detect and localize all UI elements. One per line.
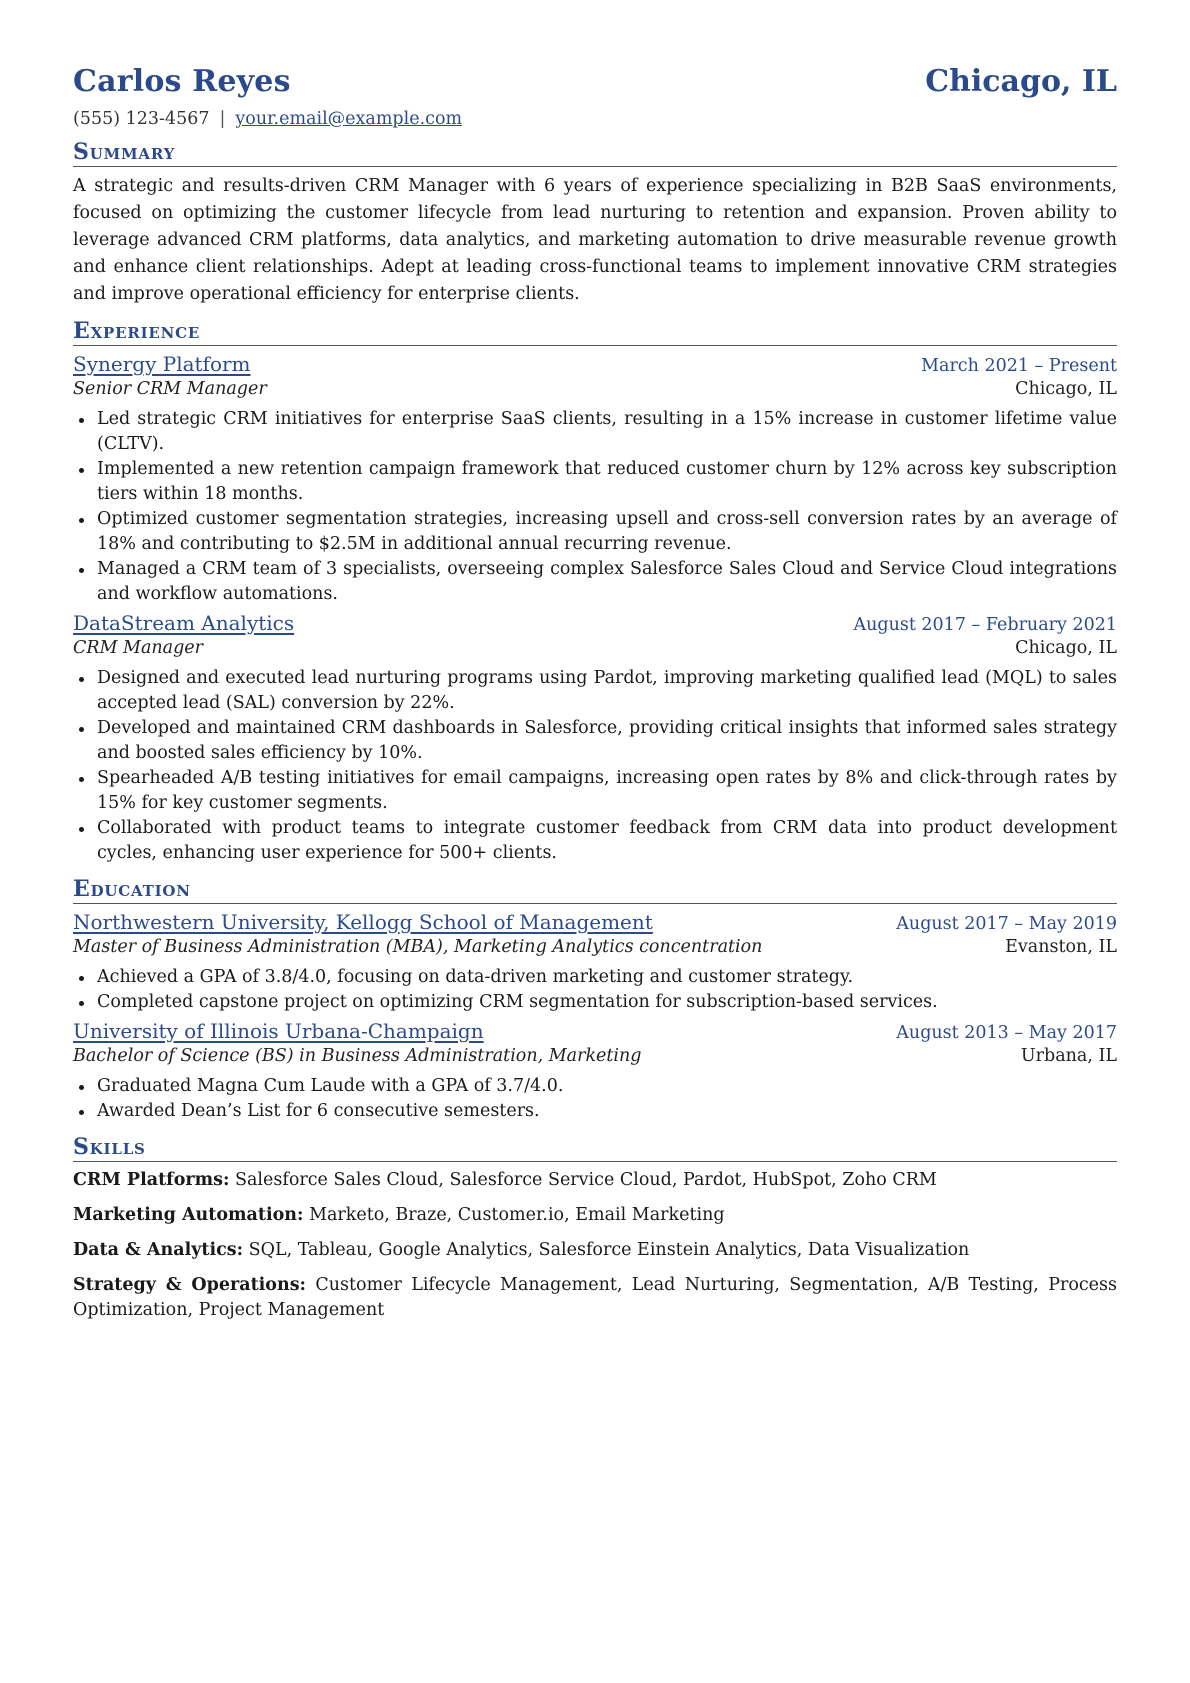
skill-line [73,1273,1117,1323]
company-link[interactable]: Synergy Platform [73,352,251,376]
bullet-item: Graduated Magna Cum Laude with a GPA of 3.7/4.0. [97,1074,1117,1099]
school-dates: August 2017 – May 2019 [896,914,1117,934]
skill-line [73,1238,1117,1263]
candidate-name: Carlos Reyes [73,64,291,99]
phone-number: (555) 123-4567 [73,109,210,129]
contact-separator: | [219,109,226,129]
contact-info [73,109,1117,129]
job-bullets [73,407,1117,607]
skill-value: SQL, Tableau, Google Analytics, Salesforce Einstein Analytics, Data Visualization [248,1240,970,1260]
skill-label: CRM Platforms: [73,1170,230,1190]
summary-section [73,139,1117,308]
summary-text: A strategic and results-driven CRM Manager with 6 years of experience specializing in B2B SaaS environments, focused on optimizing the customer lifecycle from lead nurturing to retention and expansion. Proven ability to leverage advanced CRM platforms, data analytics, and marketing automation to drive measurable revenue growth and enhance client relationships. Adept at leading cross-functional teams to implement innovative CRM strategies and improve operational efficiency for enterprise clients. [73,176,1117,304]
school-link[interactable]: Northwestern University, Kellogg School of Management [73,910,653,934]
bullet-item: Developed and maintained CRM dashboards in Salesforce, providing critical insights that informed sales strategy and boosted sales efficiency by 10%. [97,716,1117,766]
job-dates: August 2017 – February 2021 [853,615,1117,635]
job-location: Chicago, IL [1015,638,1117,658]
section-title-education: Education [73,876,1117,904]
resume-header [73,64,1117,99]
skill-value: Marketo, Braze, Customer.io, Email Marketing [309,1205,725,1225]
bullet-item: Optimized customer segmentation strategies, increasing upsell and cross-sell conversion rates by an average of 18% and contributing to $2.5M in additional annual recurring revenue. [97,507,1117,557]
skill-value: Salesforce Sales Cloud, Salesforce Service Cloud, Pardot, HubSpot, Zoho CRM [235,1170,937,1190]
education-section [73,876,1117,1124]
bullet-item: Completed capstone project on optimizing CRM segmentation for subscription-based services. [97,990,1117,1015]
education-bullets [73,1074,1117,1124]
skill-line [73,1203,1117,1228]
job-location: Chicago, IL [1015,379,1117,399]
skill-label: Data & Analytics: [73,1240,244,1260]
skill-line [73,1168,1117,1193]
section-title-experience: Experience [73,318,1117,346]
degree-title: Bachelor of Science (BS) in Business Administration, Marketing [73,1046,642,1066]
experience-section [73,318,1117,866]
job-title: CRM Manager [73,638,204,658]
bullet-item: Led strategic CRM initiatives for enterprise SaaS clients, resulting in a 15% increase in customer lifetime value (CLTV). [97,407,1117,457]
skill-label: Strategy & Operations: [73,1275,307,1295]
section-title-skills: Skills [73,1134,1117,1162]
skill-label: Marketing Automation: [73,1205,304,1225]
bullet-item: Designed and executed lead nurturing programs using Pardot, improving marketing qualified lead (MQL) to sales accepted lead (SAL) conversion by 22%. [97,666,1117,716]
education-bullets [73,965,1117,1015]
bullet-item: Awarded Dean’s List for 6 consecutive semesters. [97,1099,1117,1124]
school-location: Urbana, IL [1020,1046,1117,1066]
skills-section [73,1134,1117,1323]
job-bullets [73,666,1117,866]
job-title: Senior CRM Manager [73,379,267,399]
bullet-item: Managed a CRM team of 3 specialists, overseeing complex Salesforce Sales Cloud and Service Cloud integrations and workflow automations. [97,557,1117,607]
experience-entry [73,611,1117,866]
school-location: Evanston, IL [1005,937,1117,957]
degree-title: Master of Business Administration (MBA), Marketing Analytics concentration [73,937,763,957]
school-link[interactable]: University of Illinois Urbana-Champaign [73,1019,484,1043]
skill-value: Customer Lifecycle Management, Lead Nurturing, Segmentation, A/B Testing, Process Optimization, Project Management [73,1275,1117,1320]
email-link[interactable]: your.email@example.com [235,109,463,129]
bullet-item: Collaborated with product teams to integrate customer feedback from CRM data into product development cycles, enhancing user experience for 500+ clients. [97,816,1117,866]
job-dates: March 2021 – Present [921,356,1117,376]
education-entry [73,1019,1117,1124]
school-dates: August 2013 – May 2017 [896,1023,1117,1043]
company-link[interactable]: DataStream Analytics [73,611,295,635]
bullet-item: Spearheaded A/B testing initiatives for email campaigns, increasing open rates by 8% and click-through rates by 15% for key customer segments. [97,766,1117,816]
bullet-item: Implemented a new retention campaign framework that reduced customer churn by 12% across key subscription tiers within 18 months. [97,457,1117,507]
education-entry [73,910,1117,1015]
bullet-item: Achieved a GPA of 3.8/4.0, focusing on data-driven marketing and customer strategy. [97,965,1117,990]
experience-entry [73,352,1117,607]
candidate-location: Chicago, IL [925,64,1117,99]
section-title-summary: Summary [73,139,1117,167]
